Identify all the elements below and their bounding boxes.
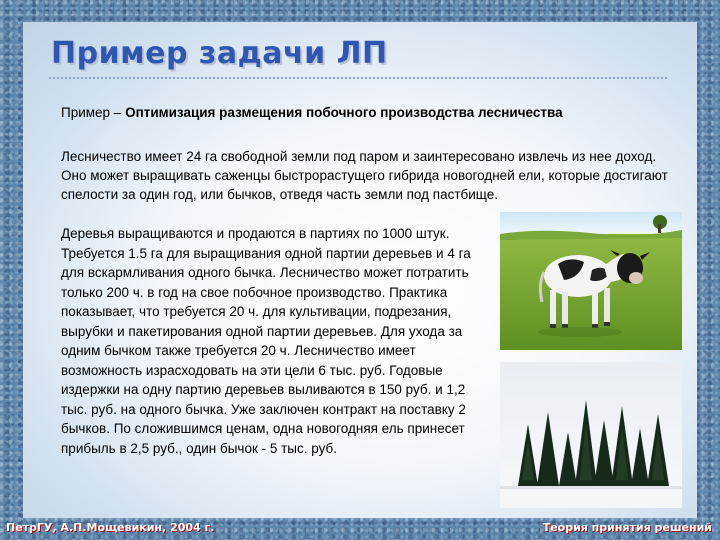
slide-panel <box>23 22 697 518</box>
title-underline <box>49 77 669 79</box>
calf-photo <box>500 212 682 350</box>
example-heading <box>61 105 671 120</box>
slide-title: Пример задачи ЛП <box>51 36 388 71</box>
footer-author: ПетрГУ, А.П.Мощевикин, 2004 г. <box>6 521 215 534</box>
example-prefix: Пример – <box>61 105 126 120</box>
intro-paragraph: Лесничество имеет 24 га свободной земли под паром и заинтересовано извлечь из нее доход. Оно может выращивать саженцы быстрорастущего гибрида новогодней ели, которые достигают спелости за один год, или бычков, отведя часть земли под пастбище. <box>61 149 668 202</box>
example-topic: Оптимизация размещения побочного производства лесничества <box>125 105 563 120</box>
spruce-trees-photo <box>500 362 682 508</box>
footer-course: Теория принятия решений <box>542 521 712 534</box>
conditions-paragraph: Деревья выращиваются и продаются в партиях по 1000 штук. Требуется 1.5 га для выращивания одной партии деревьев и 4 га для вскармливания одного бычка. Лесничество может потратить только 200 ч. в год на свое побочное производство. Практика показывает, что требуется 20 ч. для культивации, подрезания, вырубки и пакетирования одной партии деревьев. Для ухода за одним бычком также требуется 20 ч. Лесничество имеет возможность израсходовать на эти цели 6 тыс. руб. Годовые издержки на одну партию деревьев выливаются в 150 руб. и 1,2 тыс. руб. на одного бычка. Уже заключен контракт на поставку 2 бычков. По сложившимся ценам, одна новогодняя ель принесет прибыль в 2,5 руб., один бычок - 5 тыс. руб. <box>61 226 471 456</box>
